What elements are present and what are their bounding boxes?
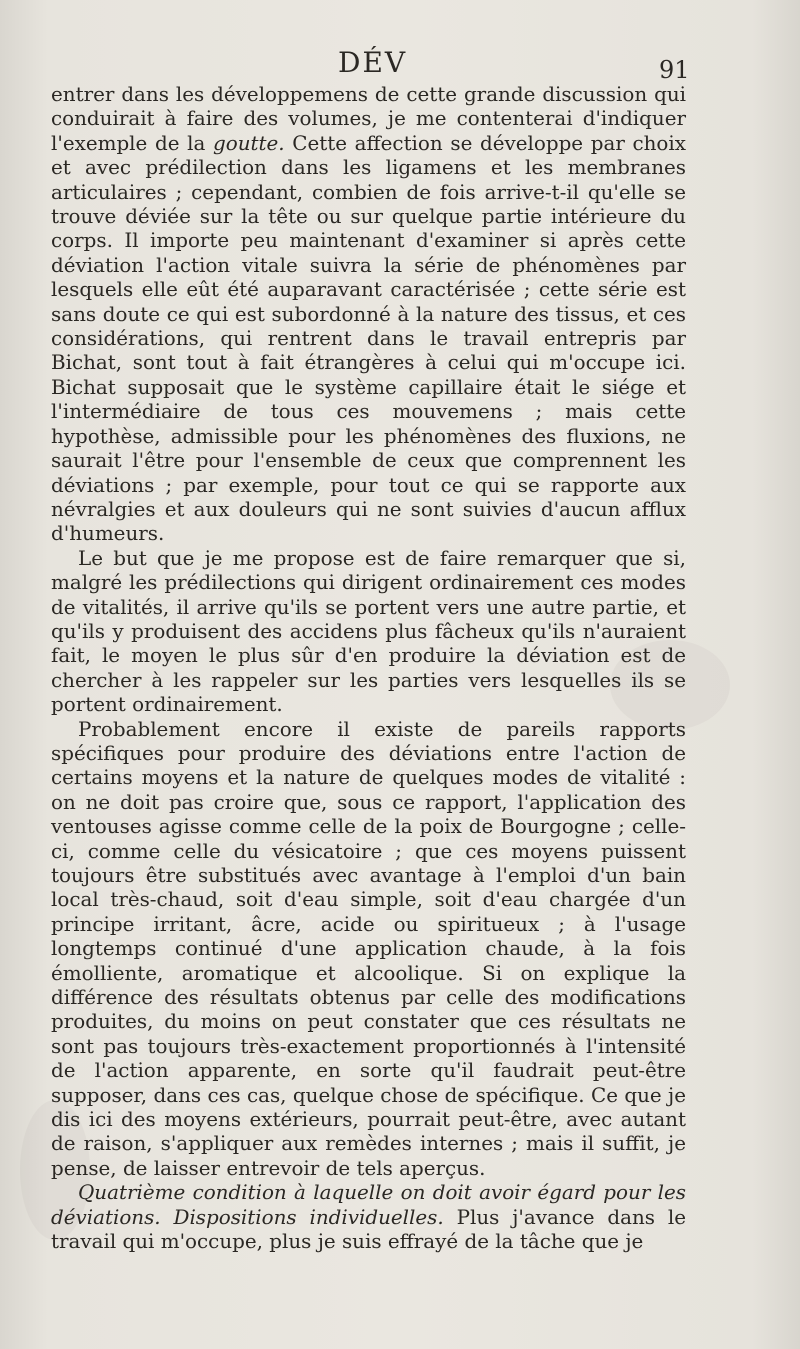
paragraph-text: Plus j'avance dans le travail qui m'occupe, plus je suis effrayé de la tâche que je bbox=[51, 1205, 687, 1254]
running-title: DÉV bbox=[338, 46, 408, 79]
section-heading: Quatrième condition à laquelle on doit avoir égard pour les déviations. Dispositions individuelles. bbox=[51, 1181, 686, 1229]
paragraph-text: entrer dans les développemens de cette grande discussion qui conduirait à faire des volumes, je me contenterai d'indiquer l'exemple de la bbox=[51, 83, 686, 155]
page-number: 91 bbox=[659, 56, 690, 84]
paragraph-text: Probablement encore il existe de pareils rapports spécifiques pour produire des déviations entre l'action de certains moyens et la nature de quelques modes de vitalité : on ne doit pas croire que, sous ce rapport, l'application des ventouses agisse comme celle de la poix de Bourgogne ; celle-ci, comme celle du vésicatoire ; que ces moyens puissent toujours être substitués avec avantage à l'emploi d'un bain local très-chaud, soit d'eau simple, soit d'eau chargée d'un principe irritant, âcre, acide ou spiritueux ; à l'usage longtemps continué d'une application chaude, à la fois émolliente, aromatique et alcoolique. Si on explique la différence des résultats obtenus par celle des modifications produites, du moins on peut constater que ces résultats ne sont pas toujours très-exactement proportionnés à l'intensité de l'action apparente, en sorte qu'il faudrait peut-être supposer, dans ces cas, quelque chose de spécifique. Ce que je dis ici des moyens extérieurs, pourrait peut-être, avec autant de raison, s'appliquer aux remèdes internes ; mais il suffit, je pense, de laisser entrevoir de tels aperçus. bbox=[51, 717, 686, 1180]
paragraph-text: Cette affection se développe par choix et avec prédilection dans les ligamens et les membranes articulaires ; cependant, combien de fois arrive-t-il qu'elle se trouve déviée sur la tête ou sur quelque partie intérieure du corps. Il importe peu maintenant d'examiner si après cette déviation l'action vitale suivra la série de phénomènes par lesquels elle eût été auparavant caractérisée ; cette série est sans doute ce qui est subordonné à la nature des tissus, et ces considérations, qui rentrent dans le travail entrepris par Bichat, sont tout à fait étrangères à celui qui m'occupe ici. Bichat supposait que le système capillaire était le siége et l'intermédiaire de tous ces mouvemens ; mais cette hypothèse, admissible pour les phénomènes des fluxions, ne saurait l'être pour l'ensemble de ceux que comprennent les déviations ; par exemple, pour tout ce qui se rapporte aux névralgies et aux douleurs qui ne sont suivies d'aucun afflux d'humeurs. bbox=[51, 131, 686, 546]
paragraph-2 bbox=[51, 547, 686, 718]
paragraph-text: Le but que je me propose est de faire remarquer que si, malgré les prédilections qui dirigent ordinairement ces modes de vitalités, il arrive qu'ils se portent vers une autre partie, et qu'ils y produisent des accidens plus fâcheux qu'ils n'auraient fait, le moyen le plus sûr d'en produire la déviation est de chercher à les rappeler sur les parties vers lesquelles ils se portent ordinairement. bbox=[51, 546, 686, 717]
italic-term: goutte. bbox=[213, 131, 285, 155]
paragraph-3 bbox=[51, 718, 686, 1182]
paragraph-1 bbox=[51, 83, 686, 547]
body-text bbox=[51, 83, 687, 1254]
running-head bbox=[0, 44, 800, 84]
paragraph-4 bbox=[51, 1181, 686, 1254]
